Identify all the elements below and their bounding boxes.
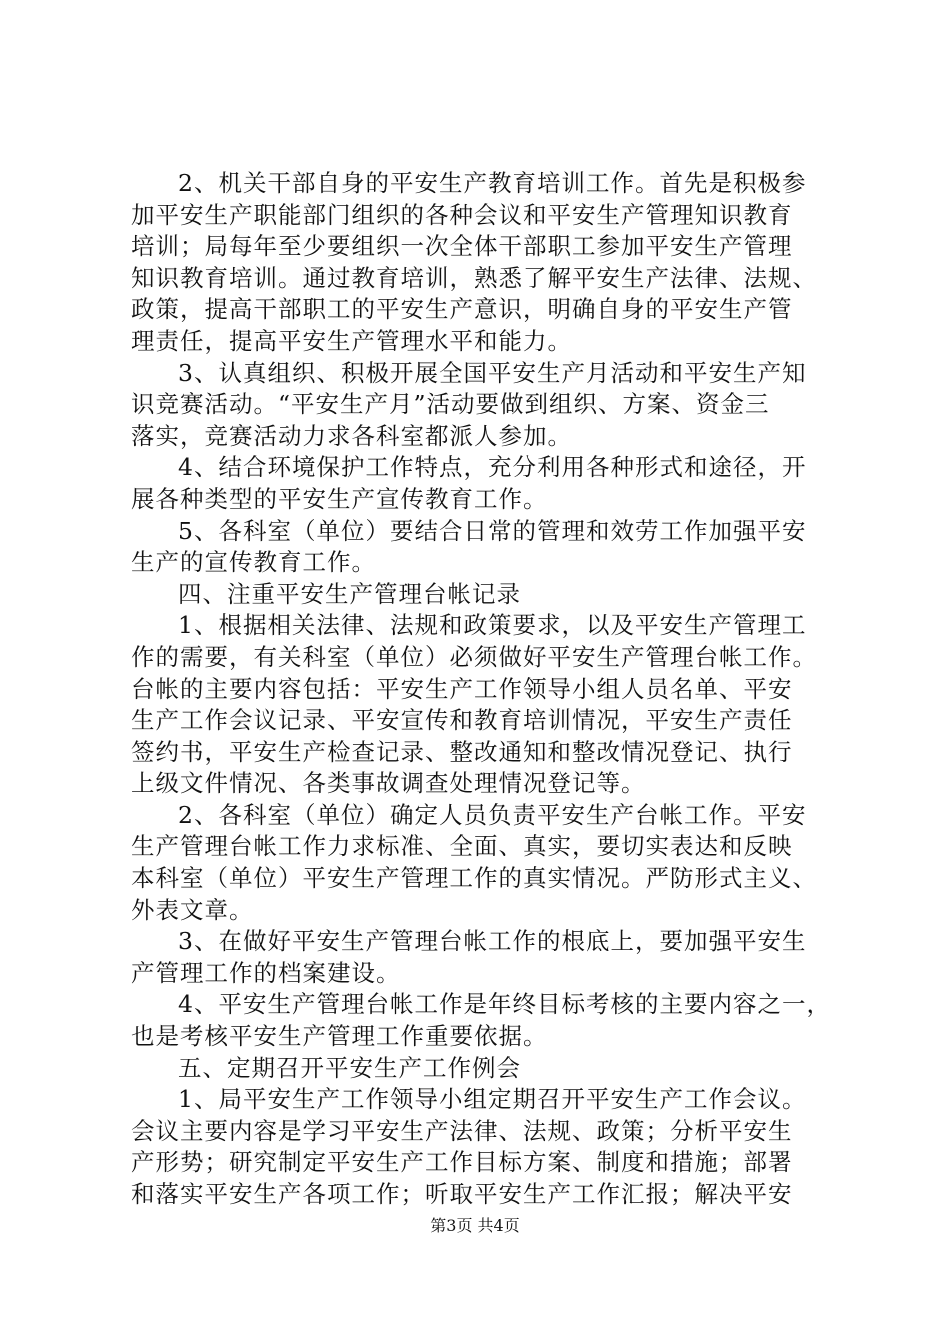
paragraph-line: 本科室（单位）平安生产管理工作的真实情况。严防形式主义、 bbox=[131, 864, 817, 893]
paragraph-line: 产形势；研究制定平安生产工作目标方案、制度和措施；部署 bbox=[131, 1148, 793, 1177]
paragraph-line: 5、各科室（单位）要结合日常的管理和效劳工作加强平安 bbox=[178, 516, 807, 545]
paragraph-line: 4、结合环境保护工作特点，充分利用各种形式和途径，开 bbox=[178, 453, 807, 482]
paragraph-line: 知识教育培训。通过教育培训，熟悉了解平安生产法律、法规、 bbox=[131, 263, 817, 292]
paragraph-line: 也是考核平安生产管理工作重要依据。 bbox=[131, 1022, 548, 1051]
paragraph-line: 外表文章。 bbox=[131, 895, 254, 924]
paragraph-line: 3、认真组织、积极开展全国平安生产月活动和平安生产知 bbox=[178, 358, 807, 387]
paragraph-line: 生产的宣传教育工作。 bbox=[131, 548, 376, 577]
paragraph-line: 会议主要内容是学习平安生产法律、法规、政策；分析平安生 bbox=[131, 1116, 793, 1145]
paragraph-line: 展各种类型的平安生产宣传教育工作。 bbox=[131, 484, 548, 513]
paragraph-line: 培训；局每年至少要组织一次全体干部职工参加平安生产管理 bbox=[131, 232, 793, 261]
paragraph-line: 生产管理台帐工作力求标准、全面、真实，要切实表达和反映 bbox=[131, 832, 793, 861]
paragraph-line: 2、各科室（单位）确定人员负责平安生产台帐工作。平安 bbox=[178, 800, 807, 829]
paragraph-line: 3、在做好平安生产管理台帐工作的根底上，要加强平安生 bbox=[178, 927, 807, 956]
paragraph-line: 产管理工作的档案建设。 bbox=[131, 958, 401, 987]
paragraph-line: 台帐的主要内容包括：平安生产工作领导小组人员名单、平安 bbox=[131, 674, 793, 703]
paragraph-line: 作的需要，有关科室（单位）必须做好平安生产管理台帐工作。 bbox=[131, 642, 817, 671]
paragraph-line: 理责任，提高平安生产管理水平和能力。 bbox=[131, 326, 572, 355]
paragraph-line: 加平安生产职能部门组织的各种会议和平安生产管理知识教育 bbox=[131, 200, 793, 229]
paragraph-line: 1、根据相关法律、法规和政策要求，以及平安生产管理工 bbox=[178, 611, 807, 640]
paragraph-line: 生产工作会议记录、平安宣传和教育培训情况，平安生产责任 bbox=[131, 706, 793, 735]
body-text bbox=[131, 168, 831, 1211]
page-number-footer: 第3页 共4页 bbox=[430, 1216, 520, 1235]
paragraph-line: 4、平安生产管理台帐工作是年终目标考核的主要内容之一， bbox=[178, 990, 831, 1019]
paragraph-line: 和落实平安生产各项工作；听取平安生产工作汇报；解决平安 bbox=[131, 1180, 793, 1208]
paragraph-line: 签约书，平安生产检查记录、整改通知和整改情况登记、执行 bbox=[131, 737, 793, 766]
section-heading: 四、注重平安生产管理台帐记录 bbox=[178, 579, 521, 608]
paragraph-line: 政策，提高干部职工的平安生产意识，明确自身的平安生产管 bbox=[131, 295, 793, 324]
paragraph-line: 落实，竞赛活动力求各科室都派人参加。 bbox=[131, 421, 572, 450]
paragraph-line: 1、局平安生产工作领导小组定期召开平安生产工作会议。 bbox=[178, 1085, 807, 1114]
paragraph-line: 2、机关干部自身的平安生产教育培训工作。首先是积极参 bbox=[178, 169, 807, 197]
section-heading: 五、定期召开平安生产工作例会 bbox=[178, 1053, 521, 1082]
paragraph-line: 识竞赛活动。“平安生产月”活动要做到组织、方案、资金三 bbox=[131, 390, 770, 419]
paragraph-line: 上级文件情况、各类事故调查处理情况登记等。 bbox=[131, 769, 646, 798]
